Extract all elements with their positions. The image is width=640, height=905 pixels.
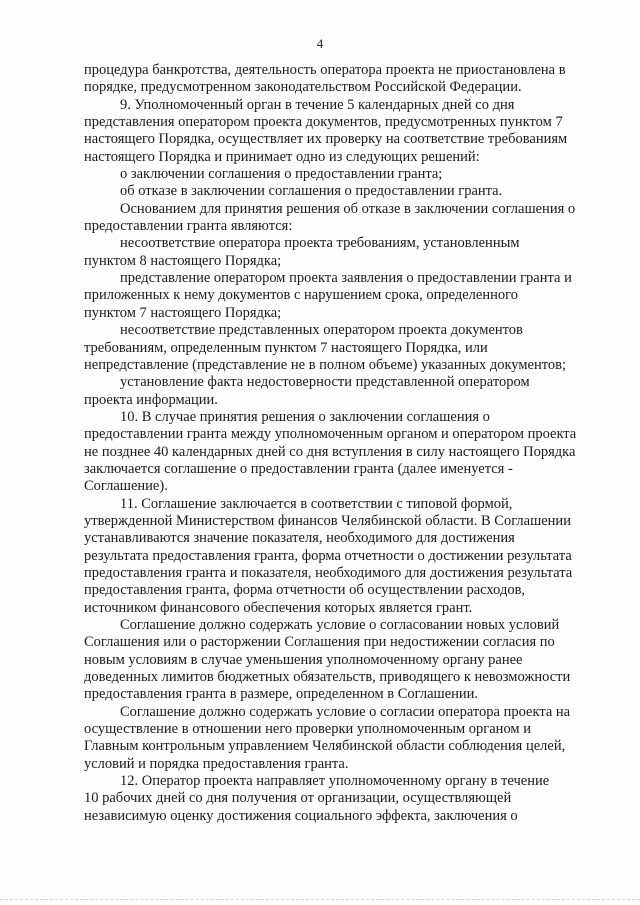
text-line: Основанием для принятия решения об отказе в заключении соглашения о: [120, 200, 576, 217]
text-line: непредставление (представление не в полном объеме) указанных документов;: [84, 356, 566, 373]
text-line: представление оператором проекта заявления о предоставлении гранта и: [120, 270, 572, 287]
text-line: пунктом 7 настоящего Порядка;: [84, 304, 282, 321]
text-line: об отказе в заключении соглашения о предоставлении гранта.: [120, 183, 503, 200]
text-line: о заключении соглашения о предоставлении гранта;: [120, 166, 443, 183]
text-line: предоставления гранта в размере, определенном в Соглашении.: [84, 686, 479, 703]
text-line: устанавливаются значение показателя, необходимого для достижения: [84, 530, 515, 547]
text-line: приложенных к нему документов с нарушением срока, определенного: [84, 287, 518, 304]
text-line: Главным контрольным управлением Челябинской области соблюдения целей,: [84, 738, 566, 755]
text-line: источником финансового обеспечения которых является грант.: [84, 599, 473, 616]
text-line: доведенных лимитов бюджетных обязательств, приводящего к невозможности: [84, 669, 571, 686]
text-line: несоответствие представленных оператором проекта документов: [120, 322, 523, 339]
text-line: настоящего Порядка, осуществляет их проверку на соответствие требованиям: [84, 131, 568, 148]
text-line: Соглашение должно содержать условие о согласии оператора проекта на: [120, 703, 571, 720]
text-line: осуществление в отношении него проверки уполномоченным органом и: [84, 721, 531, 738]
text-line: проекта информации.: [84, 391, 218, 408]
text-line: требованиям, определенным пунктом 7 настоящего Порядка, или: [84, 339, 488, 356]
text-line: настоящего Порядка и принимает одно из следующих решений:: [84, 148, 480, 165]
text-line: утвержденной Министерством финансов Челябинской области. В Соглашении: [84, 512, 571, 529]
document-body: [84, 62, 604, 825]
text-line: 10. В случае принятия решения о заключении соглашения о: [120, 408, 490, 425]
text-line: 9. Уполномоченный орган в течение 5 календарных дней со дня: [120, 96, 515, 113]
text-line: Соглашение должно содержать условие о согласовании новых условий: [120, 617, 560, 633]
text-line: 12. Оператор проекта направляет уполномоченному органу в течение: [120, 773, 550, 790]
text-line: независимую оценку достижения социального эффекта, заключения о: [84, 807, 518, 824]
text-line: 11. Соглашение заключается в соответствии с типовой формой,: [120, 495, 513, 512]
text-line: условий и порядка предоставления гранта.: [84, 755, 349, 772]
text-line: несоответствие оператора проекта требованиям, установленным: [120, 235, 520, 252]
text-line: не позднее 40 календарных дней со дня вступления в силу настоящего Порядка: [84, 443, 576, 460]
text-line: представления оператором проекта документов, предусмотренных пунктом 7: [84, 114, 563, 131]
text-line: 10 рабочих дней со дня получения от организации, осуществляющей: [84, 790, 512, 807]
text-line: установление факта недостоверности представленной оператором: [120, 374, 530, 391]
text-line: процедура банкротства, деятельность оператора проекта не приостановлена в: [84, 62, 566, 78]
text-line: Соглашение).: [84, 478, 168, 495]
text-line: порядке, предусмотренном законодательством Российской Федерации.: [84, 79, 522, 96]
text-line: результата предоставления гранта, форма отчетности о достижении результата: [84, 547, 572, 564]
text-line: предоставлении гранта между уполномоченным органом и оператором проекта: [84, 426, 577, 443]
text-line: предоставлении гранта являются:: [84, 218, 293, 235]
scan-edge-divider: [0, 899, 640, 901]
text-line: Соглашения или о расторжении Соглашения при недостижении согласия по: [84, 634, 555, 651]
text-line: заключается соглашение о предоставлении гранта (далее именуется -: [84, 460, 513, 477]
text-line: предоставления гранта, форма отчетности об осуществлении расходов,: [84, 582, 526, 599]
text-line: новым условиям в случае уменьшения уполномоченному органу ранее: [84, 651, 523, 668]
text-line: пунктом 8 настоящего Порядка;: [84, 252, 282, 269]
text-line: предоставления гранта и показателя, необходимого для достижения результата: [84, 564, 573, 581]
page-number: 4: [316, 36, 324, 51]
